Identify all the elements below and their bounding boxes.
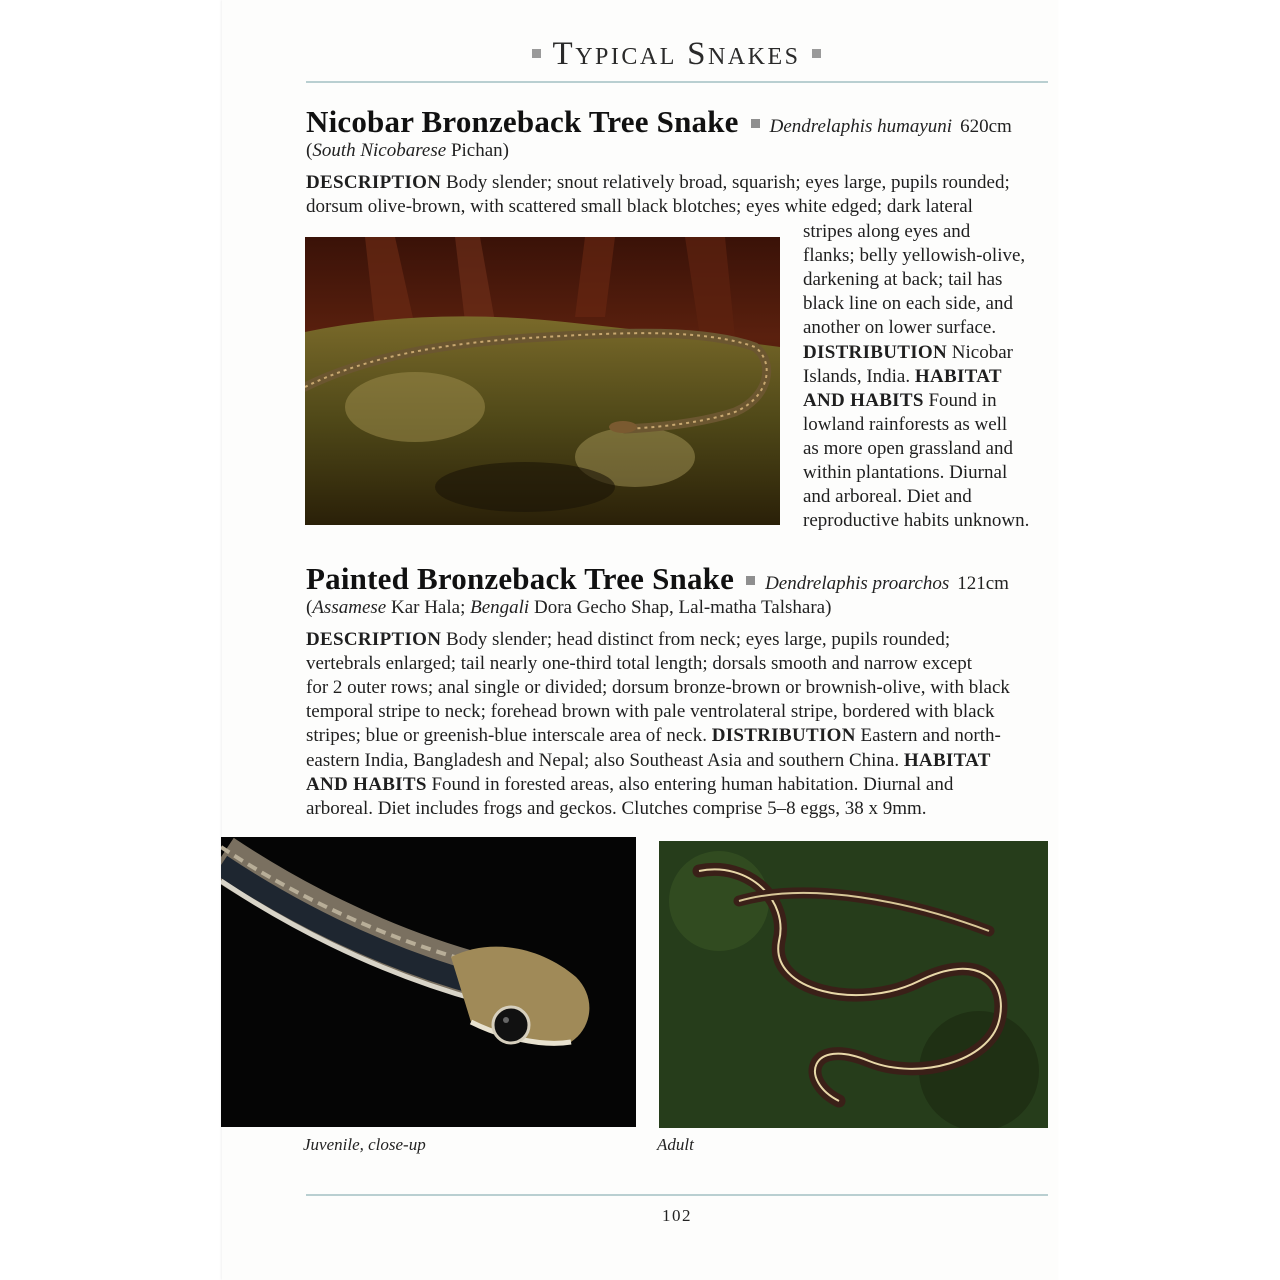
photo-adult <box>659 841 1048 1128</box>
photo-nicobar-bronzeback <box>305 237 780 525</box>
local-name: Dora Gecho Shap, Lal-matha Talshara) <box>529 597 832 618</box>
text-run: Found in <box>923 389 997 411</box>
text-line <box>803 366 1002 388</box>
text-run: Body slender; head distinct from neck; eyes large, pupils rounded; <box>441 629 951 650</box>
text-run: flanks; belly yellowish-olive, <box>803 245 1026 267</box>
species2-local-names <box>306 597 831 619</box>
header-rule <box>306 81 1048 83</box>
local-language: Assamese <box>312 597 387 618</box>
text-run: stripes; blue or greenish-blue interscale area of neck. <box>306 725 712 747</box>
text-line <box>803 221 970 243</box>
species1-length: 620cm <box>960 116 1012 137</box>
text-run: lowland rainforests as well <box>803 413 1008 435</box>
local-name: Pichan) <box>446 140 509 161</box>
text-line <box>306 653 972 675</box>
section-label: DISTRIBUTION <box>803 341 948 363</box>
text-line <box>306 750 991 772</box>
text-line <box>803 342 1013 364</box>
text-line <box>306 196 973 218</box>
section-label: AND HABITS <box>803 389 924 411</box>
text-run: darkening at back; tail has <box>803 269 1003 291</box>
text-line <box>306 725 1001 747</box>
text-run: Body slender; snout relatively broad, squarish; eyes large, pupils rounded; <box>441 172 1010 193</box>
text-line <box>306 701 995 723</box>
species2-length: 121cm <box>957 573 1009 594</box>
section-label: HABITAT <box>914 365 1002 387</box>
text-line <box>306 798 927 820</box>
text-line <box>803 414 1007 436</box>
text-run: vertebrals enlarged; tail nearly one-third total length; dorsals smooth and narrow except <box>306 653 973 675</box>
photo-juvenile-closeup <box>221 837 636 1127</box>
section-label: DESCRIPTION <box>306 629 442 650</box>
text-run: for 2 outer rows; anal single or divided; dorsum bronze-brown or brownish-olive, with black <box>306 677 1010 699</box>
text-line <box>306 629 950 651</box>
header-bullet-left <box>532 49 541 58</box>
text-run: arboreal. Diet includes frogs and geckos. Clutches comprise 5–8 eggs, 38 x 9mm. <box>306 797 927 819</box>
local-language: South Nicobarese <box>312 140 447 161</box>
species1-name: Nicobar Bronzeback Tree Snake <box>306 104 739 139</box>
local-name: Kar Hala; <box>386 597 471 618</box>
section-label: DESCRIPTION <box>306 172 442 193</box>
running-header <box>305 36 1048 73</box>
text-run: another on lower surface. <box>803 317 997 339</box>
text-run: and arboreal. Diet and <box>803 486 972 508</box>
text-run: within plantations. Diurnal <box>803 462 1008 483</box>
text-run: Nicobar <box>947 341 1013 363</box>
text-run: as more open grassland and <box>803 437 1013 459</box>
text-line <box>306 172 1010 194</box>
species1-local-names <box>306 140 509 162</box>
text-line <box>803 438 1013 460</box>
section-label: HABITAT <box>903 749 991 771</box>
header-bullet-right <box>812 49 821 58</box>
heading-bullet <box>751 119 760 128</box>
text-line <box>803 510 1029 532</box>
species2-name: Painted Bronzeback Tree Snake <box>306 561 735 596</box>
text-run: reproductive habits unknown. <box>803 510 1030 532</box>
text-run: Found in forested areas, also entering human habitation. Diurnal and <box>426 773 954 795</box>
caption-juvenile: Juvenile, close-up <box>303 1135 426 1154</box>
text-run: dorsum olive-brown, with scattered small black blotches; eyes white edged; dark lateral <box>306 196 973 217</box>
species1-heading <box>306 104 1012 140</box>
text-run: stripes along eyes and <box>803 221 971 242</box>
page-number: 102 <box>662 1206 692 1225</box>
species2-heading <box>306 561 1009 597</box>
caption-adult: Adult <box>657 1135 694 1154</box>
text-line <box>803 317 996 339</box>
header-word-2: NAKES <box>707 44 801 70</box>
heading-bullet <box>746 576 755 585</box>
header-initial-s: S <box>687 36 708 72</box>
header-word-1: YPICAL <box>575 44 677 70</box>
section-label: DISTRIBUTION <box>711 725 856 747</box>
text-run: Eastern and north- <box>855 725 1001 747</box>
local-language: Bengali <box>470 597 530 618</box>
text-line <box>803 486 972 508</box>
species2-scientific-name: Dendrelaphis proarchos <box>765 573 950 594</box>
text-run: black line on each side, and <box>803 293 1013 315</box>
text-line <box>803 390 997 412</box>
text-line <box>306 677 1010 699</box>
text-line <box>803 245 1025 267</box>
text-run: eastern India, Bangladesh and Nepal; also Southeast Asia and southern China. <box>306 749 904 771</box>
text-run: temporal stripe to neck; forehead brown with pale ventrolateral stripe, bordered with black <box>306 701 995 723</box>
species1-scientific-name: Dendrelaphis humayuni <box>769 116 953 137</box>
text-run: Islands, India. <box>803 365 915 387</box>
local-name: ( <box>306 597 313 618</box>
section-label: AND HABITS <box>306 773 427 795</box>
paren: ( <box>306 140 313 161</box>
text-line <box>803 462 1007 484</box>
text-line <box>803 293 1013 315</box>
text-line <box>803 269 1002 291</box>
header-initial-t: T <box>552 36 576 72</box>
footer-rule <box>306 1194 1048 1196</box>
text-line <box>306 774 953 796</box>
